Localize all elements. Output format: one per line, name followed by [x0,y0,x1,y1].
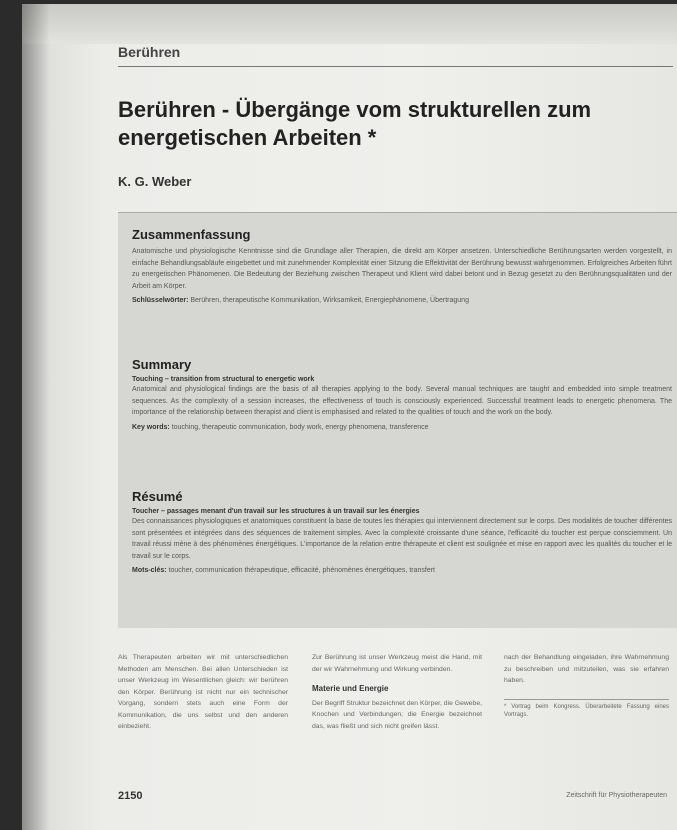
abstract-german-keywords [132,297,672,304]
author: K. G. Weber [118,174,192,189]
keywords-label: Mots-clés: [132,567,167,574]
body-column-1: Als Therapeuten arbeiten wir mit unterschiedlichen Methoden am Menschen. Bei allen Unterschieden ist unser Werkzeug im Wesentlichen gleich: wir berühren den Körper. Berührung ist nicht nur ein technischer Vorgang, sondern stets auch eine Form der Kommunikation, die uns selbst und den anderen einbezieht. [118,654,288,730]
column-2-body: Der Begriff Struktur bezeichnet den Körper, die Gewebe, Knochen und Verbindungen; die Energie bezeichnet das, was fließt und sich nicht greifen lässt. [312,699,482,730]
column-2-text: Zur Berührung ist unser Werkzeug meist die Hand, mit der wir Wahrnehmung und Wirkung verbinden. [312,654,482,673]
footnote: * Vortrag beim Kongress. Überarbeitete Fassung eines Vortrags. [504,699,669,720]
abstract-french-body: Des connaissances physiologiques et anatomiques constituent la base de toutes les thérapies qui interviennent directement sur le corps. Des modalités de toucher différentes sont présentées et intégrées dans des séquences de traitement simples. Avec la complexité croissante d'une séance, l'efficacité du toucher est perçue consciemment. Un travail réussi mène à des phénomènes énergétiques. L'importance de la relation entre thérapeute et client est soulignée et mise en rapport avec les qualités du toucher et le travail sur le corps. [132,518,672,560]
abstract-english-keywords [132,424,672,431]
keywords-text: Berühren, therapeutische Kommunikation, Wirksamkeit, Energiephänomene, Übertragung [190,297,469,304]
abstract-french [132,489,672,574]
scan-shadow [22,4,50,830]
abstract-german-heading: Zusammenfassung [132,227,251,242]
journal-name: Zeitschrift für Physiotherapeuten [566,792,667,799]
section-header [118,40,673,67]
abstract-english-body: Anatomical and physiological findings are the basis of all therapies applying to the body. Several manual techniques are taught and embedded into simple treatment sequences. As the complexity of a session increases, the effectiveness of touch is consciously experienced. Successful treatment leads to energetic phenomena. The importance of the relationship between therapist and client is emphasised and related to the qualities of touch and the work on the body. [132,386,672,416]
abstract-english [132,357,672,431]
abstract-english-subtitle: Touching – transition from structural to energetic work [132,376,315,383]
page [22,4,677,830]
abstract-box [118,212,677,628]
keywords-text: touching, therapeutic communication, body work, energy phenomena, transference [171,423,429,431]
keywords-label: Key words: [132,423,170,431]
subheading-materie-energie: Materie und Energie [312,684,389,693]
page-number: 2150 [118,790,143,802]
abstract-french-heading: Résumé [132,489,183,504]
abstract-german [132,227,672,304]
abstract-french-subtitle: Toucher – passages menant d'un travail sur les structures à un travail sur les énergies [132,508,420,515]
scan-top-band [22,4,677,44]
column-3-text: nach der Behandlung eingeladen, ihre Wahrnehmung zu beschreiben und mitzuteilen, was sie erfahren haben. [504,654,669,684]
article-title: Berühren - Übergänge vom strukturellen zum energetischen Arbeiten * [118,97,592,150]
body-column-3 [504,652,669,720]
abstract-french-keywords [132,567,672,574]
section-header-label: Berühren [118,44,181,60]
abstract-english-heading: Summary [132,357,192,372]
abstract-german-body: Anatomische und physiologische Kenntnisse sind die Grundlage aller Therapien, die direkt am Körper ansetzen. Unterschiedliche Berührungsarten werden vorgestellt, in einfache Behandlungsabläufe eingebettet und mit zunehmender Komplexität einer Sitzung die Effektivität der Berührung bewusst wahrgenommen. Erfolgreiches Arbeiten führt zu energetischen Phänomenen. Die Bedeutung der Beziehung zwischen Therapeut und Klient wird dabei betont und in Bezug gesetzt zu den Berührungsqualitäten und der Arbeit am Körper. [132,248,672,290]
body-column-2 [312,652,482,732]
keywords-text: toucher, communication thérapeutique, efficacité, phénomènes énergétiques, transfert [168,567,436,574]
keywords-label: Schlüsselwörter: [132,297,189,304]
